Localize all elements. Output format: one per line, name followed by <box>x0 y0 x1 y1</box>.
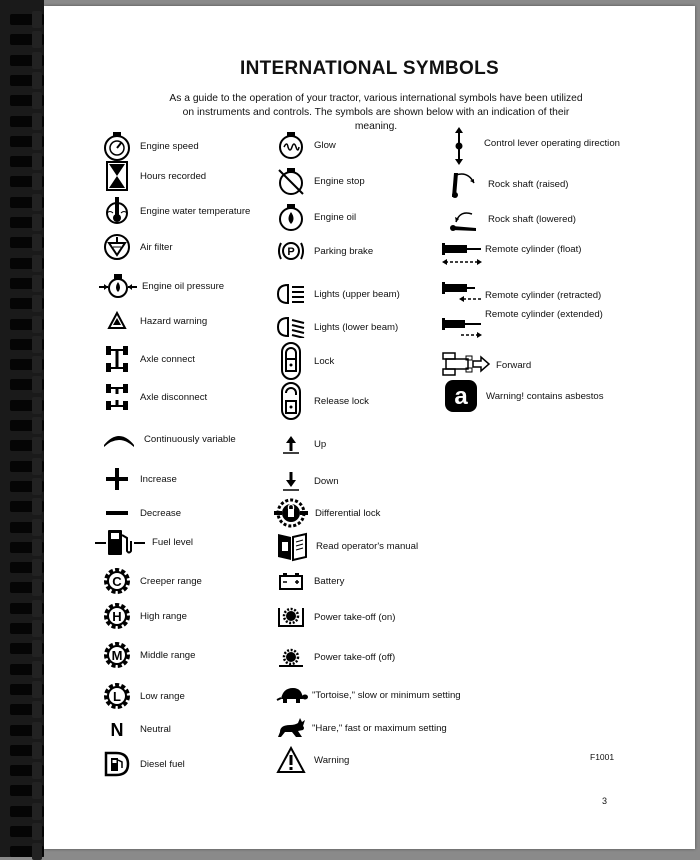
symbol-differential-lock <box>273 495 380 531</box>
symbol-label: High range <box>140 610 187 622</box>
symbol-label: Up <box>314 438 327 450</box>
oil-pressure-icon <box>98 271 138 301</box>
symbol-forward <box>440 350 531 380</box>
symbol-label: Glow <box>314 139 336 151</box>
symbol-engine-oil <box>276 202 356 232</box>
symbol-rock-shaft-raised <box>446 169 569 199</box>
symbol-label: Differential lock <box>315 507 381 519</box>
pto-off-icon <box>276 642 306 672</box>
svg-text:C: C <box>112 574 122 589</box>
symbol-label: Rock shaft (raised) <box>488 178 569 190</box>
hazard-icon <box>102 306 132 336</box>
symbol-label: Hours recorded <box>140 170 207 182</box>
binding-ring <box>10 562 44 573</box>
rock-shaft-lowered-icon <box>446 204 480 234</box>
symbol-release-lock <box>276 381 369 421</box>
binding-ring <box>10 522 44 533</box>
pto-on-icon <box>276 602 306 632</box>
binding-ring <box>10 481 44 492</box>
symbol-lights-lower-beam <box>276 312 398 342</box>
manual-icon <box>276 530 308 562</box>
binding-ring <box>10 725 44 736</box>
binding-ring <box>10 623 44 634</box>
spiral-binding <box>0 0 44 857</box>
down-arrow-icon <box>276 466 306 496</box>
symbol-remote-cylinder-extended <box>441 306 603 342</box>
figure-id: F1001 <box>590 752 615 762</box>
binding-ring <box>10 582 44 593</box>
symbol-label: Lock <box>314 355 335 367</box>
symbol-lock <box>276 341 334 381</box>
binding-ring <box>10 461 44 472</box>
forward-tractor-icon <box>440 350 490 380</box>
symbol-hours-recorded <box>102 161 206 191</box>
symbol-engine-oil-pressure <box>98 271 224 301</box>
binding-ring <box>10 704 44 715</box>
axle-disconnect-icon <box>102 382 132 412</box>
lever-direction-icon <box>444 126 474 166</box>
symbol-label: Warning! contains asbestos <box>486 390 604 402</box>
binding-ring <box>10 379 44 390</box>
symbol-hare <box>276 713 447 743</box>
binding-ring <box>10 826 44 837</box>
binding-ring <box>10 237 44 248</box>
rock-shaft-raised-icon <box>446 169 480 199</box>
symbol-label: Lights (lower beam) <box>314 321 399 333</box>
warning-triangle-icon <box>276 745 306 775</box>
symbol-label: Parking brake <box>314 245 374 257</box>
symbol-high-range <box>102 601 187 631</box>
symbol-fuel-level <box>94 527 193 557</box>
symbol-parking-brake <box>276 236 373 266</box>
symbol-label: Down <box>314 475 339 487</box>
symbol-label: Rock shaft (lowered) <box>488 213 576 225</box>
symbol-label: Power take-off (on) <box>314 611 396 623</box>
battery-icon <box>276 566 306 596</box>
binding-ring <box>10 542 44 553</box>
air-filter-icon <box>102 232 132 262</box>
binding-ring <box>10 55 44 66</box>
symbol-creeper-range <box>102 566 202 596</box>
svg-text:L: L <box>113 689 121 704</box>
symbol-label: Increase <box>140 473 177 485</box>
svg-text:M: M <box>111 648 123 663</box>
binding-ring <box>10 359 44 370</box>
symbol-increase <box>102 464 177 494</box>
symbol-label: Remote cylinder (float) <box>485 243 582 255</box>
lower-beam-icon <box>276 312 306 342</box>
symbol-down <box>276 466 339 496</box>
symbol-hazard-warning <box>102 306 207 336</box>
symbol-label: Warning <box>314 754 350 766</box>
symbol-remote-cylinder-float <box>441 238 582 268</box>
binding-ring <box>10 136 44 147</box>
binding-ring <box>10 258 44 269</box>
symbol-remote-cylinder-retracted <box>441 279 601 309</box>
svg-text:P: P <box>287 246 295 258</box>
symbol-engine-stop <box>276 166 365 196</box>
symbol-up <box>276 429 326 459</box>
symbol-label: Neutral <box>140 723 171 735</box>
binding-ring <box>10 501 44 512</box>
binding-ring <box>10 95 44 106</box>
binding-ring <box>10 785 44 796</box>
hare-icon <box>276 713 308 743</box>
symbol-middle-range <box>102 640 195 670</box>
minus-icon <box>102 498 132 528</box>
axle-connect-icon <box>102 344 132 374</box>
water-temperature-icon <box>102 196 132 226</box>
symbol-diesel-fuel <box>102 749 185 779</box>
binding-ring <box>10 400 44 411</box>
binding-ring <box>10 339 44 350</box>
symbol-lights-upper-beam <box>276 279 400 309</box>
symbol-label: Control lever operating direction <box>484 137 620 149</box>
symbol-label: Hazard warning <box>140 315 208 327</box>
binding-ring <box>10 664 44 675</box>
symbol-battery <box>276 566 344 596</box>
binding-ring <box>10 846 44 857</box>
engine-speed-icon <box>102 131 132 161</box>
symbol-label: "Hare," fast or maximum setting <box>312 722 447 734</box>
symbol-axle-disconnect <box>102 382 207 412</box>
symbol-low-range <box>102 681 185 711</box>
binding-ring <box>10 765 44 776</box>
symbol-glow <box>276 130 336 160</box>
creeper-gear-icon <box>102 566 132 596</box>
hourglass-icon <box>102 161 132 191</box>
symbol-warning <box>276 745 349 775</box>
binding-ring <box>10 116 44 127</box>
svg-text:a: a <box>454 383 468 410</box>
binding-ring <box>10 217 44 228</box>
symbol-label: Engine speed <box>140 140 199 152</box>
symbol-label: Continuously variable <box>144 433 236 445</box>
symbol-label: Low range <box>140 690 185 702</box>
high-gear-icon <box>102 601 132 631</box>
symbol-pto-on <box>276 602 395 632</box>
cylinder-float-icon <box>441 238 483 268</box>
symbol-label: Engine water temperature <box>140 205 251 217</box>
symbol-label: Power take-off (off) <box>314 651 396 663</box>
binding-ring <box>10 745 44 756</box>
symbol-label: Read operator's manual <box>316 540 419 552</box>
binding-ring <box>10 34 44 45</box>
symbol-label: Battery <box>314 575 345 587</box>
cylinder-retracted-icon <box>441 279 483 309</box>
symbol-label: Axle connect <box>140 353 195 365</box>
symbol-engine-water-temperature <box>102 196 250 226</box>
symbol-label: Axle disconnect <box>140 391 208 403</box>
symbol-pto-off <box>276 642 395 672</box>
page-number: 3 <box>602 796 608 806</box>
symbol-continuously-variable <box>102 424 236 454</box>
engine-stop-icon <box>276 166 306 196</box>
binding-ring <box>10 278 44 289</box>
symbol-neutral <box>102 714 171 744</box>
cylinder-extended-icon <box>441 306 483 342</box>
binding-ring <box>10 684 44 695</box>
continuously-variable-icon <box>102 424 136 454</box>
binding-ring <box>10 603 44 614</box>
symbol-label: Creeper range <box>140 575 202 587</box>
symbol-label: Middle range <box>140 649 196 661</box>
page-title: INTERNATIONAL SYMBOLS <box>240 58 499 79</box>
intro-text: As a guide to the operation of your tractor, various international symbols have been utilized on instruments and controls. The symbols are shown below with an indication of their meaning. <box>169 93 583 132</box>
symbol-label: Decrease <box>140 507 182 519</box>
differential-lock-icon <box>273 495 309 531</box>
symbol-read-manual <box>276 530 418 562</box>
binding-ring <box>10 440 44 451</box>
release-lock-icon <box>276 381 306 421</box>
symbol-asbestos-warning <box>444 379 604 413</box>
glow-icon <box>276 130 306 160</box>
symbol-decrease <box>102 498 181 528</box>
symbol-label: "Tortoise," slow or minimum setting <box>312 689 461 701</box>
svg-text:N: N <box>110 720 124 740</box>
up-arrow-icon <box>276 429 306 459</box>
svg-text:H: H <box>112 609 122 624</box>
tortoise-icon <box>276 680 308 710</box>
symbol-label: Engine oil pressure <box>142 280 225 292</box>
symbol-air-filter <box>102 232 173 262</box>
binding-ring <box>10 643 44 654</box>
symbol-label: Forward <box>496 359 532 371</box>
binding-ring <box>10 420 44 431</box>
symbol-label: Release lock <box>314 395 369 407</box>
lock-icon <box>276 341 306 381</box>
symbol-control-lever <box>444 126 620 166</box>
binding-ring <box>10 197 44 208</box>
binding-ring <box>10 156 44 167</box>
plus-icon <box>102 464 132 494</box>
binding-ring <box>10 75 44 86</box>
parking-brake-icon <box>276 236 306 266</box>
symbol-label: Fuel level <box>152 536 194 548</box>
symbol-label: Air filter <box>140 241 173 253</box>
symbol-label: Remote cylinder (extended) <box>485 308 603 320</box>
low-gear-icon <box>102 681 132 711</box>
symbol-axle-connect <box>102 344 195 374</box>
symbol-label: Remote cylinder (retracted) <box>485 290 602 301</box>
fuel-pump-icon <box>94 527 146 557</box>
symbol-engine-speed <box>102 131 199 161</box>
symbol-label: Lights (upper beam) <box>314 288 400 300</box>
engine-oil-icon <box>276 202 306 232</box>
symbol-label: Engine stop <box>314 175 365 187</box>
manual-page <box>44 6 695 849</box>
middle-gear-icon <box>102 640 132 670</box>
binding-ring <box>10 14 44 25</box>
symbol-label: Diesel fuel <box>140 758 185 770</box>
binding-ring <box>10 806 44 817</box>
binding-ring <box>10 319 44 330</box>
symbol-rock-shaft-lowered <box>446 204 576 234</box>
symbol-label: Engine oil <box>314 211 357 223</box>
asbestos-icon <box>444 379 478 413</box>
neutral-icon <box>102 714 132 744</box>
binding-ring <box>10 298 44 309</box>
diesel-fuel-icon <box>102 749 132 779</box>
binding-ring <box>10 176 44 187</box>
symbol-tortoise <box>276 680 461 710</box>
upper-beam-icon <box>276 279 306 309</box>
